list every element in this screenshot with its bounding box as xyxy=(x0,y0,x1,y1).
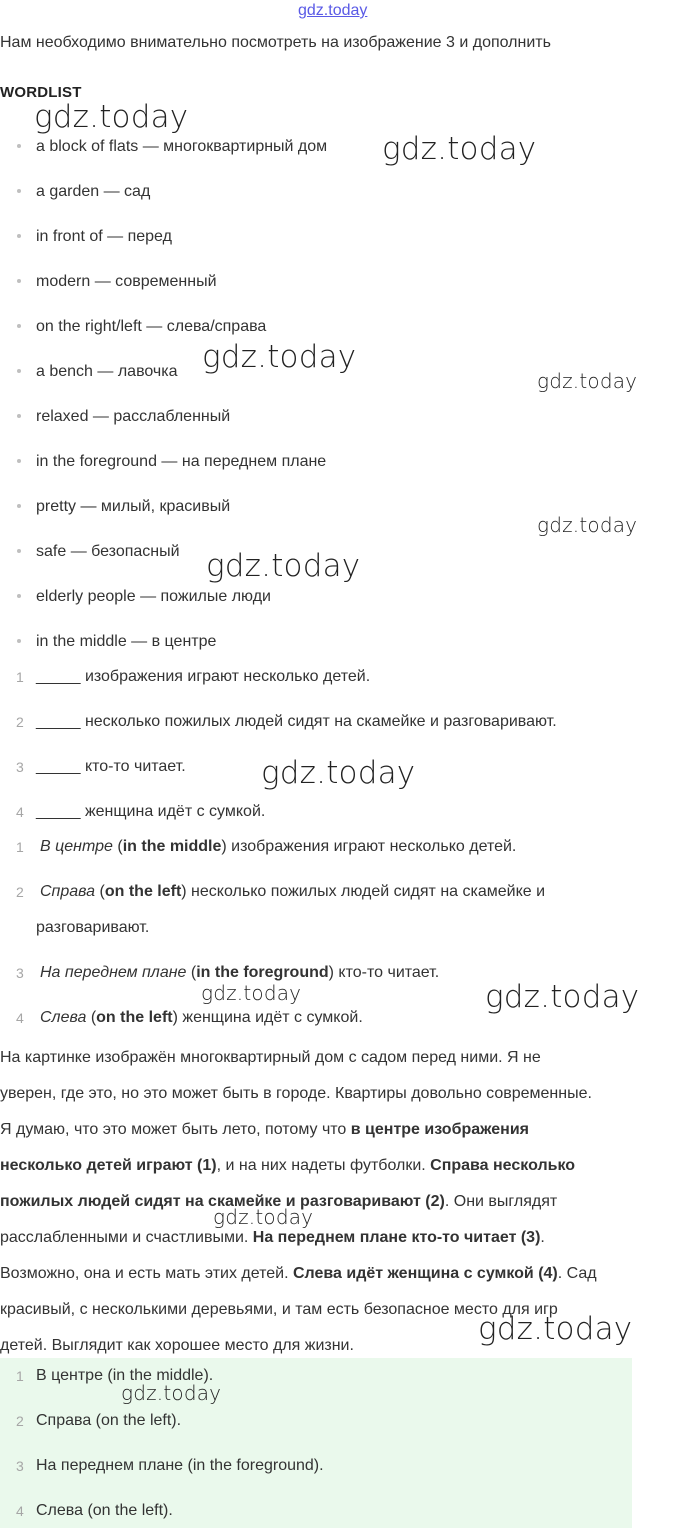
watermark: gdz.today xyxy=(34,99,189,135)
essay-text: красивый, с несколькими деревьями, и там есть безопасное место для игр xyxy=(0,1301,558,1318)
summary-text: Справа (on the left). xyxy=(36,1412,182,1429)
answer-italic: В центре xyxy=(40,838,113,855)
bullet-icon xyxy=(17,279,21,283)
item-number: 3 xyxy=(16,759,24,775)
list-item-text: safe — безопасный xyxy=(36,543,180,560)
list-item-text: in the foreground — на переднем плане xyxy=(36,453,327,470)
item-number: 4 xyxy=(16,1503,24,1519)
answer-paren: ( xyxy=(186,964,197,981)
answer-italic: Слева xyxy=(40,1009,87,1026)
bullet-icon xyxy=(17,639,21,643)
essay-text: . Сад xyxy=(557,1265,597,1282)
bullet-icon xyxy=(17,594,21,598)
answer-paren: ( xyxy=(112,838,123,855)
answer-bold: in the foreground xyxy=(196,964,329,981)
bullet-icon xyxy=(17,324,21,328)
task-text: _____ несколько пожилых людей сидят на скамейке и разговаривают. xyxy=(36,713,557,730)
essay-line xyxy=(0,1220,680,1256)
watermark: gdz.today xyxy=(485,979,640,1015)
answer-italic: На переднем плане xyxy=(40,964,187,981)
answer-text xyxy=(40,1006,363,1030)
bullet-icon xyxy=(17,459,21,463)
watermark-link[interactable]: gdz.today xyxy=(298,2,368,19)
intro-text: Нам необходимо внимательно посмотреть на изображение 3 и дополнить xyxy=(0,34,551,51)
item-number: 1 xyxy=(16,839,24,855)
answer-italic: Справа xyxy=(40,883,96,900)
watermark: gdz.today xyxy=(202,339,357,375)
list-item-text: on the right/left — слева/справа xyxy=(36,318,267,335)
list-item-text: a garden — сад xyxy=(36,183,151,200)
list-item-text: in front of — перед xyxy=(36,228,172,245)
answer-rest: разговаривают. xyxy=(36,919,150,936)
summary-text: Слева (on the left). xyxy=(36,1502,173,1519)
item-number: 3 xyxy=(16,965,24,981)
essay-bold: несколько детей играют (1) xyxy=(0,1157,217,1174)
watermark: gdz.today xyxy=(201,981,302,1005)
answer-paren: ( xyxy=(95,883,105,900)
answer-bold: on the left xyxy=(96,1009,173,1026)
list-item-text: relaxed — расслабленный xyxy=(36,408,231,425)
essay-bold: Справа несколько xyxy=(430,1157,576,1174)
task-text: _____ изображения играют несколько детей. xyxy=(36,668,371,685)
essay-text: . Они выглядят xyxy=(444,1193,558,1210)
answer-rest: ) кто-то читает. xyxy=(328,964,440,981)
watermark: gdz.today xyxy=(537,369,638,393)
essay-line xyxy=(0,1148,680,1184)
item-number: 2 xyxy=(16,1413,24,1429)
watermark: gdz.today xyxy=(121,1381,222,1405)
bullet-icon xyxy=(17,414,21,418)
answer-bold: on the left xyxy=(104,883,182,900)
watermark: gdz.today xyxy=(206,548,361,584)
summary-text: В центре (in the middle). xyxy=(36,1367,214,1384)
bullet-icon xyxy=(17,549,21,553)
item-number: 1 xyxy=(16,669,24,685)
watermark: gdz.today xyxy=(382,131,537,167)
summary-text: На переднем плане (in the foreground). xyxy=(36,1457,324,1474)
essay-text: Я думаю, что это может быть лето, потому что xyxy=(0,1121,351,1138)
answer-text xyxy=(40,880,545,904)
bullet-icon xyxy=(17,189,21,193)
item-number: 4 xyxy=(16,804,24,820)
bullet-icon xyxy=(17,144,21,148)
watermark: gdz.today xyxy=(537,513,638,537)
list-item-text: modern — современный xyxy=(36,273,217,290)
item-number: 2 xyxy=(16,884,24,900)
essay-line xyxy=(0,1112,680,1148)
list-item-text: pretty — милый, красивый xyxy=(36,498,231,515)
bullet-icon xyxy=(17,369,21,373)
answer-rest: ) женщина идёт с сумкой. xyxy=(172,1009,363,1026)
essay-text: расслабленными и счастливыми. xyxy=(0,1229,253,1246)
answer-bold: in the middle xyxy=(122,838,222,855)
list-item-text: in the middle — в центре xyxy=(36,633,217,650)
item-number: 1 xyxy=(16,1368,24,1384)
essay-text: Возможно, она и есть мать этих детей. xyxy=(0,1265,293,1282)
essay-bold: На переднем плане кто-то читает (3) xyxy=(252,1229,541,1246)
essay-bold: Слева идёт женщина с сумкой (4) xyxy=(293,1265,558,1282)
list-item-text: a block of flats — многоквартирный дом xyxy=(36,138,328,155)
task-text: _____ женщина идёт с сумкой. xyxy=(36,803,266,820)
item-number: 3 xyxy=(16,1458,24,1474)
essay-text: , и на них надеты футболки. xyxy=(216,1157,431,1174)
essay-line xyxy=(0,1184,680,1220)
answer-rest: ) изображения играют несколько детей. xyxy=(221,838,517,855)
essay-bold: пожилых людей сидят на скамейке и разговаривают (2) xyxy=(0,1193,445,1210)
essay-text: уверен, где это, но это может быть в городе. Квартиры довольно современные. xyxy=(0,1085,592,1102)
task-text: _____ кто-то читает. xyxy=(36,758,186,775)
watermark: gdz.today xyxy=(478,1311,633,1347)
bullet-icon xyxy=(17,504,21,508)
watermark: gdz.today xyxy=(213,1205,314,1229)
item-number: 4 xyxy=(16,1010,24,1026)
essay-text: На картинке изображён многоквартирный дом с садом перед ними. Я не xyxy=(0,1049,541,1066)
bullet-icon xyxy=(17,234,21,238)
essay-text: . xyxy=(540,1229,545,1246)
list-item-text: a bench — лавочка xyxy=(36,363,178,380)
answer-rest: ) несколько пожилых людей сидят на скамейке и xyxy=(181,883,546,900)
list-item-text: elderly people — пожилые люди xyxy=(36,588,271,605)
essay-line xyxy=(0,1076,680,1112)
answer-text xyxy=(40,835,516,859)
essay-text: детей. Выглядит как хорошее место для жизни. xyxy=(0,1337,354,1354)
wordlist-heading: WORDLIST xyxy=(0,84,82,101)
essay-bold: в центре изображения xyxy=(350,1121,529,1138)
item-number: 2 xyxy=(16,714,24,730)
essay-line xyxy=(0,1256,680,1292)
watermark: gdz.today xyxy=(261,755,416,791)
answer-paren: ( xyxy=(86,1009,97,1026)
essay-line xyxy=(0,1040,680,1076)
